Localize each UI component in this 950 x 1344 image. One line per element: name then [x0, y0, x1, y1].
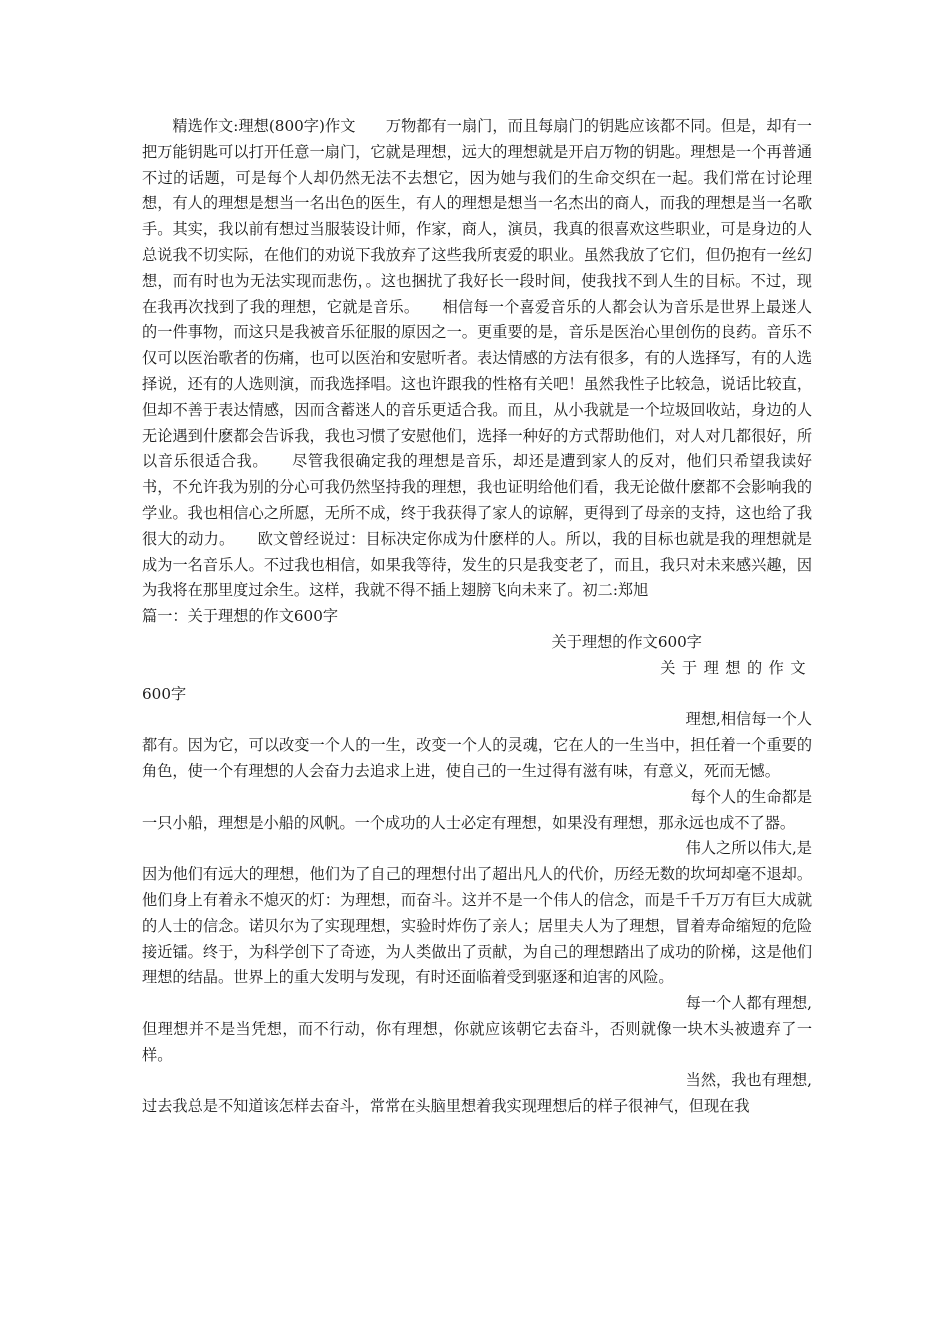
article-heading: 篇一：关于理想的作文600字 [142, 607, 339, 626]
article-title-spaced: 关于理想的作文 [660, 658, 812, 677]
paragraph-body: 因为他们有远大的理想，他们为了自己的理想付出了超出凡人的代价，历经无数的坎坷却毫不退却。他们身上有着永不熄灭的灯：为理想，而奋斗。这并不是一个伟人的信念，而是千千万万有巨大成就的人士的信念。诺贝尔为了实现理想，实验时炸伤了亲人；居里夫人为了理想，冒着寿命缩短的危险接近镭。终于，为科学创下了奇迹，为人类做出了贡献，为自己的理想踏出了成功的阶梯，这是他们理想的结晶。世界上的重大发明与发现，有时还面临着受到驱逐和迫害的风险。 [142, 865, 812, 987]
paragraph-body: 都有。因为它，可以改变一个人的一生，改变一个人的灵魂，它在人的一生当中，担任着一个重要的角色，使一个有理想的人会奋力去追求上进，使自己的一生过得有滋有味，有意义，死而无憾。 [142, 736, 812, 780]
article-title-spaced-line [142, 656, 812, 682]
paragraph-start: 每个人的生命都是 [690, 787, 812, 806]
paragraph-start: 每一个人都有理想, [685, 994, 812, 1013]
paragraph-start: 伟人之所以伟大,是 [685, 839, 812, 858]
paragraph-body: 但理想并不是当凭想，而不行动，你有理想，你就应该朝它去奋斗，否则就像一块木头被遗弃了一样。 [142, 1019, 812, 1064]
article-title: 关于理想的作文600字 [551, 632, 702, 651]
paragraph-body: 过去我总是不知道该怎样去奋斗，常常在头脑里想着我实现理想后的样子很神气，但现在我 [142, 1097, 750, 1116]
essay-paragraph: 精选作文:理想(800字)作文 万物都有一扇门，而且每扇门的钥匙应该都不同。但是，却有一把万能钥匙可以打开任意一扇门，它就是理想，远大的理想就是开启万物的钥匙。理想是一个再普通不过的话题，可是每个人却仍然无法不去想它，因为她与我们的生命交织在一起。我们常在讨论理想，有人的理想是想当一名出色的医生，有人的理想是想当一名杰出的商人，而我的理想是当一名歌手。其实，我以前有想过当服装设计师，作家，商人，演员，我真的很喜欢这些职业，可是身边的人总说我不切实际，在他们的劝说下我放弃了这些我所衷爱的职业。虽然我放了它们，但仍抱有一丝幻想，而有时也为无法实现而悲伤，。这也捆扰了我好长一段时间，使我找不到人生的目标。不过，现在我再次找到了我的理想，它就是音乐。 相信每一个喜爱音乐的人都会认为音乐是世界上最迷人的一件事物，而这只是我被音乐征服的原因之一。更重要的是，音乐是医治心里创伤的良药。音乐不仅可以医治歌者的伤痛，也可以医治和安慰听者。表达情感的方法有很多，有的人选择写，有的人选择说，还有的人选则演，而我选择唱。这也许跟我的性格有关吧！虽然我性子比较急，说话比较直，但却不善于表达情感，因而含蓄迷人的音乐更适合我。而且，从小我就是一个垃圾回收站，身边的人无论遇到什麽都会告诉我，我也习惯了安慰他们，选择一种好的方式帮助他们，对人对几都很好，所以音乐很适合我。 尽管我很确定我的理想是音乐，却还是遭到家人的反对，他们只希望我读好书，不允许我为别的分心可我仍然坚持我的理想，我也证明给他们看，我无论做什麽都不会影响我的学业。我也相信心之所愿，无所不成，终于我获得了家人的谅解，更得到了母亲的支持，这也给了我很大的动力。 欧文曾经说过：目标决定你成为什麽样的人。所以，我的目标也就是我的理想就是成为一名音乐人。不过我也相信，如果我等待，发生的只是我变老了，而且，我只对未来感兴趣，因为我将在那里度过余生。这样，我就不得不插上翅膀飞向未来了。初二:郑旭 [142, 117, 812, 600]
paragraph-body: 一只小船，理想是小船的风帆。一个成功的人士必定有理想，如果没有理想，那永远也成不了器。 [142, 813, 796, 832]
paragraph-start: 理想,相信每一个人 [685, 710, 812, 729]
article-title-spaced-tail: 600字 [142, 684, 187, 703]
paragraph-start: 当然，我也有理想, [685, 1071, 812, 1090]
document-page [142, 114, 812, 1120]
